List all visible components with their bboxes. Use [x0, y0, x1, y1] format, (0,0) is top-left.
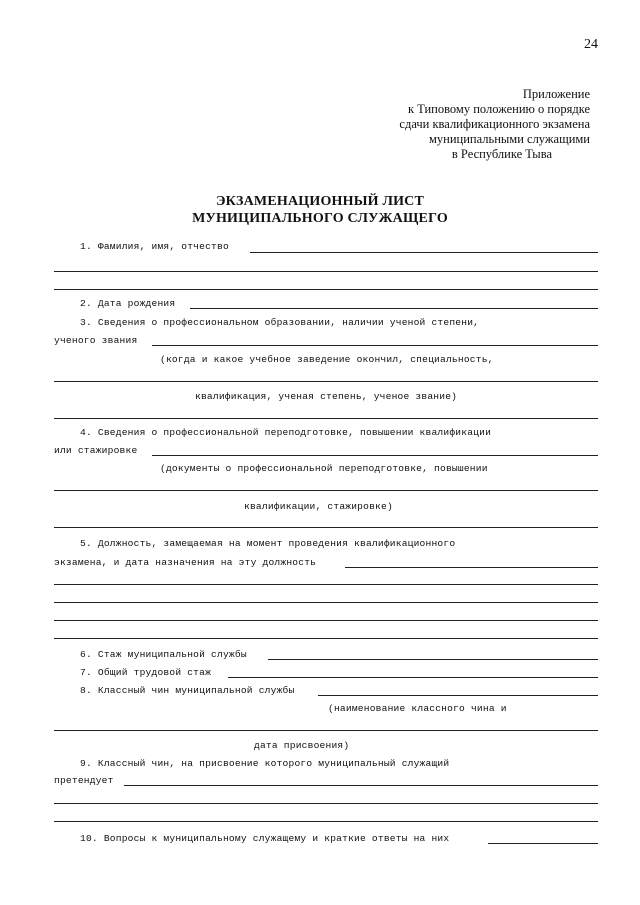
field-4-label-cont: или стажировке	[54, 445, 138, 456]
field-10-label: 10. Вопросы к муниципальному служащему и краткие ответы на них	[80, 833, 450, 844]
field-1-label: 1. Фамилия, имя, отчество	[80, 241, 229, 252]
field-5-input-line-4[interactable]	[54, 620, 598, 621]
field-7-label: 7. Общий трудовой стаж	[80, 667, 212, 678]
field-6-input-line[interactable]	[268, 659, 598, 660]
field-7-input-line[interactable]	[228, 677, 598, 678]
field-4-hint-1: (документы о профессиональной переподготовке, повышении	[160, 463, 488, 474]
field-1-input-line-3[interactable]	[54, 289, 598, 290]
field-8-input-line[interactable]	[318, 695, 598, 696]
field-3-input-line-2[interactable]	[54, 381, 598, 382]
field-4-input-line-2[interactable]	[54, 490, 598, 491]
field-3-label: 3. Сведения о профессиональном образовании, наличии ученой степени,	[80, 317, 480, 328]
field-3-input-line[interactable]	[152, 345, 598, 346]
appendix-line-2: к Типовому положению о порядке	[407, 102, 590, 116]
field-3-input-line-3[interactable]	[54, 418, 598, 419]
field-8-input-line-2[interactable]	[54, 730, 598, 731]
field-2-input-line[interactable]	[190, 308, 598, 309]
page-number: 24	[584, 37, 598, 52]
field-1-input-line[interactable]	[250, 252, 598, 253]
appendix-line-5: в Республике Тыва	[451, 147, 552, 161]
appendix-line-3: сдачи квалификационного экзамена	[399, 117, 590, 131]
field-5-input-line-5[interactable]	[54, 638, 598, 639]
field-5-input-line-3[interactable]	[54, 602, 598, 603]
field-5-label: 5. Должность, замещаемая на момент проведения квалификационного	[80, 538, 456, 549]
field-3-hint-2: квалификация, ученая степень, ученое звание)	[195, 391, 458, 402]
appendix-line-1: Приложение	[522, 87, 590, 101]
document-title-line-2: МУНИЦИПАЛЬНОГО СЛУЖАЩЕГО	[192, 211, 448, 226]
field-4-label: 4. Сведения о профессиональной переподготовке, повышении квалификации	[80, 427, 492, 438]
field-9-input-line[interactable]	[124, 785, 598, 786]
field-3-label-cont: ученого звания	[54, 335, 138, 346]
field-9-input-line-2[interactable]	[54, 803, 598, 804]
field-8-hint-2: дата присвоения)	[254, 740, 350, 751]
field-3-hint-1: (когда и какое учебное заведение окончил, специальность,	[160, 354, 494, 365]
field-10-input-line[interactable]	[488, 843, 598, 844]
field-1-input-line-2[interactable]	[54, 271, 598, 272]
field-8-hint-1: (наименование классного чина и	[328, 703, 507, 714]
field-9-label-cont: претендует	[54, 775, 114, 786]
field-4-input-line[interactable]	[152, 455, 598, 456]
field-5-label-cont: экзамена, и дата назначения на эту должность	[54, 557, 317, 568]
field-2-label: 2. Дата рождения	[80, 298, 176, 309]
appendix-line-4: муниципальными служащими	[429, 132, 590, 146]
document-title-line-1: ЭКЗАМЕНАЦИОННЫЙ ЛИСТ	[215, 194, 425, 209]
field-8-label: 8. Классный чин муниципальной службы	[80, 685, 295, 696]
field-6-label: 6. Стаж муниципальной службы	[80, 649, 247, 660]
field-5-input-line[interactable]	[345, 567, 598, 568]
field-4-hint-2: квалификации, стажировке)	[244, 501, 393, 512]
field-9-label: 9. Классный чин, на присвоение которого муниципальный служащий	[80, 758, 450, 769]
field-5-input-line-2[interactable]	[54, 584, 598, 585]
field-9-input-line-3[interactable]	[54, 821, 598, 822]
field-4-input-line-3[interactable]	[54, 527, 598, 528]
